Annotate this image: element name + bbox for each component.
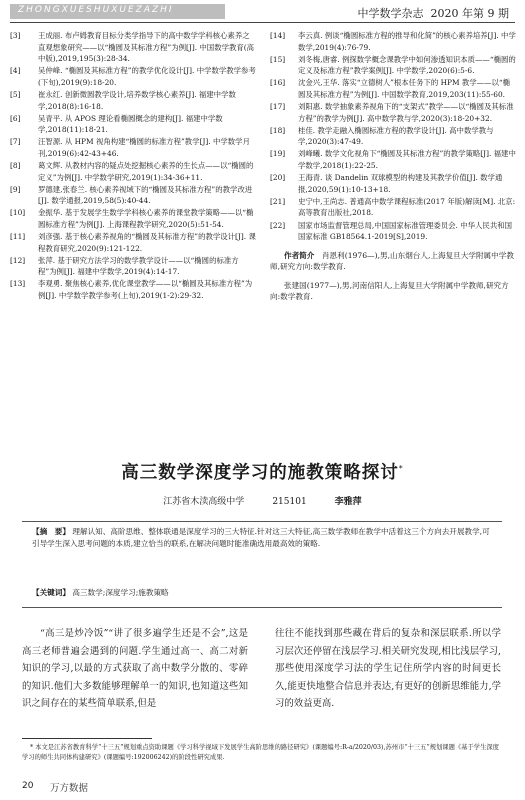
reference-item — [270, 196, 516, 219]
article-title-text: 高三数学深度学习的施教策略探讨 — [121, 463, 399, 483]
reference-number: [13] — [10, 279, 26, 289]
page-header — [0, 0, 525, 22]
reference-text: 刘彦强. 基于核心素养视角的“椭圆及其标准方程”的教学设计[J]. 课程教育研究,2020(9):121-122. — [38, 232, 256, 253]
author-bio — [270, 250, 516, 303]
author-name: 李雅萍 — [334, 497, 362, 507]
body-paragraph: “高三是炒冷饭”“讲了很多遍学生还是不会”,这是高三老师普遍会遇到的问题.学生通过高一、高二对新知识的学习,以最的方式获取了高中数学分散的、零碎的知识.他们大多数能够理解单一的知识,也知道这些知识之间存在的某些简单联系,但是 — [22, 628, 248, 709]
title-footnote-mark: * — [398, 464, 404, 474]
reference-number: [15] — [270, 54, 286, 64]
footnote: * 本文是江苏省教育科学“十三五”规划重点资助课题《学习科学视域下发展学生高阶思维的路径研究》(课题编号:R-a/2020/03),苏州市“十三五”规划课题《基于学生深度学习的师生共同体构建研究》(课题编号:192006242)的阶段性研究成果. — [22, 744, 499, 761]
reference-item — [270, 172, 516, 195]
reference-item — [270, 54, 516, 77]
reference-item — [270, 101, 516, 124]
bio-paragraph — [270, 250, 516, 273]
reference-text: 王成丽. 布卢姆教育目标分类学指导下的高中数学学科核心素养之直观想象研究——以“椭圆及其标准方程”为例[J]. 中国数学教育(高中版),2019,195(3):28-34. — [38, 31, 255, 64]
reference-text: 金振华. 基于发展学生数学学科核心素养的课堂教学策略——以“椭圆标准方程”为例[J]. 上海课程教学研究,2020(5):51-54. — [38, 208, 254, 229]
reference-text: 史宁中,王尚志. 普通高中数学课程标准(2017 年版)解读[M]. 北京:高等教育出版社,2018. — [298, 196, 516, 218]
reference-item — [270, 220, 516, 243]
reference-text: 国家市场监督管理总局,中国国家标准管理委员会. 中华人民共和国国家标准 GB18564.1-2019[S],2019. — [298, 220, 512, 242]
reference-number: [6] — [10, 113, 21, 123]
bio-text: 张建国(1977—),男,河南信阳人,上海复旦大学附属中学教师,研究方向:数学教育. — [270, 280, 509, 302]
author-school: 江苏省木渎高级中学 — [163, 497, 245, 507]
keywords-text: 高三数学;深度学习;施教策略 — [72, 588, 169, 597]
reference-item — [10, 278, 256, 301]
reference-item — [270, 125, 516, 148]
reference-text: 张萍. 基于研究方法学习的数学教学设计——以“椭圆的标准方程”为例[J]. 福建中学数学,2019(4):14-17. — [38, 255, 239, 277]
reference-item — [10, 136, 256, 159]
reference-item — [10, 207, 256, 230]
abstract-text: 理解认知、高阶思维、整体联通是深度学习的三大特征.针对这三大特征,高三数学教师在教学中活着这三个方向去开展教学,可引导学生深入思考问题的本质,建立恰当的联系,在解决问题时能准确选用最高效的策略. — [32, 527, 490, 549]
reference-number: [14] — [270, 31, 286, 40]
references-left-column — [10, 30, 256, 302]
author-line — [0, 494, 525, 507]
footnote-rule — [22, 738, 152, 739]
reference-text: 李观勇. 聚焦核心素养,优化课堂教学——以“椭圆及其标准方程”为例[J]. 中学数学教学参考(上旬),2019(1-2):29-32. — [38, 279, 253, 301]
reference-item — [270, 30, 516, 53]
page-number: 20 — [22, 781, 34, 791]
abstract-label: 【摘 要】 — [32, 527, 70, 536]
reference-number: [11] — [10, 232, 26, 242]
journal-logo-text: ZHONGXUESHUXUEZAZHI — [18, 5, 174, 15]
reference-number: [20] — [270, 173, 286, 183]
reference-text: 罗德建,张春兰. 核心素养视域下的“椭圆及其标准方程”的教学改进[J]. 数学通报,2019,58(5):40-44. — [38, 184, 253, 206]
body-left-column — [22, 625, 248, 713]
reference-text: 刘冬梅,唐睿. 例探数学概念课教学中如何渗透知识本质——“椭圆的定义及标准方程”教学案例[J]. 中学数学,2020(6):5-6. — [298, 54, 516, 76]
reference-text: 汪智源. 从 HPM 视角构建“椭圆的标准方程”教学[J]. 中学数学月刊,2019(6):42-43+46. — [38, 137, 250, 158]
reference-number: [19] — [270, 149, 286, 159]
reference-text: 王海青. 谈 Dandelin 双球模型的构建及其教学价值[J]. 数学通报,2020,59(1):10-13+18. — [298, 173, 503, 194]
reference-number: [3] — [10, 31, 21, 40]
reference-number: [12] — [10, 255, 26, 265]
reference-text: 吴仲峰. “椭圆及其标准方程”的教学优化设计[J]. 中学数学教学参考(下旬),2019(9):18-20. — [38, 66, 256, 87]
reference-text: 刘峰曦. 数学文化视角下“椭圆及其标准方程”的教学策略[J]. 福建中学数学,2018(1):22-25. — [298, 149, 516, 171]
reference-text: 吴青平. 从 APOS 理论看椭圆概念的建构[J]. 福建中学数学,2018(11):18-21. — [38, 113, 223, 135]
reference-item — [10, 113, 256, 136]
reference-item — [10, 231, 256, 254]
bio-label: 作者简介 — [284, 250, 315, 260]
reference-item — [10, 65, 256, 88]
reference-number: [8] — [10, 161, 21, 171]
reference-text: 沈金兴,王华. 落实“立德树人”根本任务下的 HPM 教学——以“椭圆及其标准方程”为例[J]. 中国数学教育,2019,203(11):55-60. — [298, 78, 511, 99]
reference-number: [22] — [270, 220, 286, 230]
references-right-list — [270, 30, 516, 243]
article-title — [0, 459, 525, 484]
keywords-label: 【关键词】 — [32, 588, 70, 597]
reference-text: 桂佳. 教学走融入椭圆标准方程的教学设计[J]. 高中数学教与学,2020(3):47-49. — [298, 125, 494, 147]
reference-number: [4] — [10, 66, 21, 76]
header-rule — [10, 22, 515, 23]
journal-title: 中学数学杂志 — [357, 7, 424, 20]
watermark: 万方数据 — [50, 783, 89, 794]
bio-text: 肖恩利(1976—),男,山东烟台人,上海复旦大学附属中学教师,研究方向:数学教育. — [270, 250, 514, 272]
body-right-column — [275, 625, 501, 713]
abstract — [32, 526, 496, 550]
issue-label: 2020 年第 9 期 — [430, 7, 509, 20]
reference-item — [10, 89, 256, 112]
journal-issue — [358, 5, 509, 21]
reference-number: [5] — [10, 89, 21, 99]
reference-text: 刘阳惠. 数学抽象素养视角下的“支架式”教学——以“椭圆及其标准方程”的教学为例[J]. 高中数学教与学,2020(3):18-20+32. — [298, 102, 514, 123]
reference-item — [10, 184, 256, 207]
reference-item — [270, 77, 516, 100]
keywords — [32, 587, 496, 598]
reference-number: [21] — [270, 196, 286, 206]
references-right-column — [270, 30, 516, 303]
body-paragraph: 往往不能找到那些藏在背后的复杂和深层联系.所以学习层次还停留在浅层学习.相关研究发现,相比浅层学习,那些使用深度学习法的学生记住所学内容的时间更长久,能更快地整合信息并表达,有更好的创新思维能力,学习的效益更高. — [275, 628, 501, 709]
reference-number: [10] — [10, 208, 26, 218]
reference-item — [10, 255, 256, 278]
bio-paragraph — [270, 280, 516, 303]
author-postcode: 215101 — [272, 497, 307, 507]
reference-number: [7] — [10, 137, 21, 147]
reference-text: 李云真. 例谈“椭圆标准方程的推导和化简”的核心素养培养[J]. 中学数学,2019(4):76-79. — [298, 31, 516, 52]
reference-text: 崔永红. 创新微圆教学设计,培养数学核心素养[J]. 福建中学数学,2018(8):16-18. — [38, 89, 236, 111]
reference-item — [10, 160, 256, 183]
reference-number: [18] — [270, 125, 286, 135]
reference-item — [10, 30, 256, 65]
reference-text: 葛文辉. 从教材内容的疑点处挖掘核心素养的生长点——以“椭圆的定义”为例[J]. 中学数学研究,2019(1):34-36+11. — [38, 161, 254, 182]
reference-item — [270, 148, 516, 171]
reference-number: [17] — [270, 102, 286, 112]
reference-number: [9] — [10, 184, 21, 194]
reference-number: [16] — [270, 78, 286, 88]
